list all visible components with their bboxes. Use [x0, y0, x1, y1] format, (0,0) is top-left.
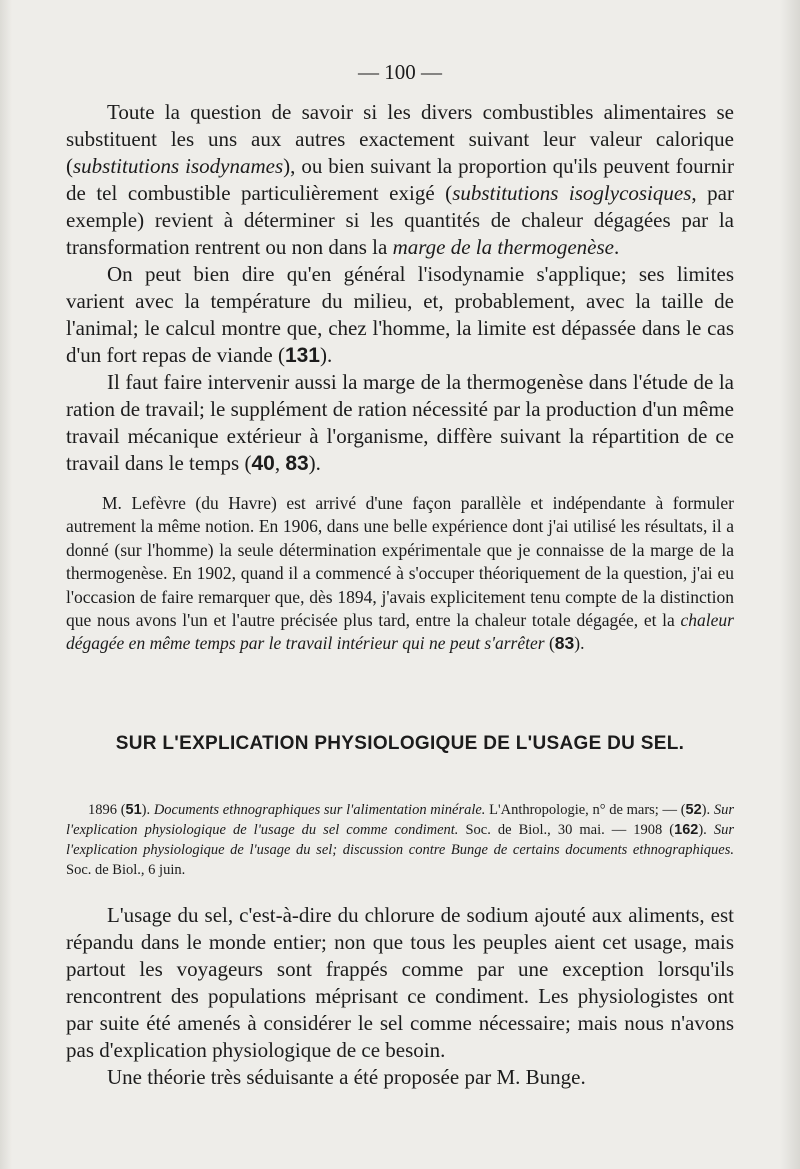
page-number: — 100 —	[358, 60, 442, 84]
bibliography-block	[66, 800, 734, 880]
paragraph-3: Il faut faire intervenir aussi la marge de la thermogenèse dans l'étude de la ration de travail; le supplément de ration nécessité par la production d'un même travail mécanique extérieur à l'organisme, diffère suivant la répartition de ce travail dans le temps (40, 83).	[66, 370, 734, 475]
note-block	[66, 492, 734, 656]
reference-83-note: 83	[554, 633, 575, 654]
reference-40: 40	[251, 452, 275, 475]
section-body-1	[66, 99, 734, 477]
bibliography: 1896 (51). Documents ethnographiques sur l'alimentation minérale. L'Anthropologie, n° de mars; — (52). Sur l'explication physiologique de l'usage du sel comme condiment. Soc. de Biol., 30 mai. — 1908 (162). Sur l'explication physiologique de l'usage du sel; discussion contre Bunge de certains documents ethnographiques. Soc. de Biol., 6 juin.	[66, 802, 734, 878]
paragraph-1: Toute la question de savoir si les divers combustibles alimentaires se substituent les uns aux autres exactement suivant leur valeur calorique (substitutions isodynames), ou bien suivant la proportion qu'ils peuvent fournir de tel combustible particulièrement exigé (substitutions isoglycosiques, par exemple) revient à déterminer si les quantités de chaleur dégagées par la transformation rentrent ou non dans la marge de la thermogenèse.	[66, 100, 734, 259]
section-body-2	[66, 902, 734, 1091]
paragraph-2: On peut bien dire qu'en général l'isodynamie s'applique; ses limites varient avec la température du milieu, et, probablement, avec la taille de l'animal; le calcul montre que, chez l'homme, la limite est dépassée dans le cas d'un fort repas de viande (131).	[66, 262, 734, 367]
reference-131: 131	[284, 344, 320, 367]
paragraph-salt-usage: L'usage du sel, c'est-à-dire du chlorure de sodium ajouté aux aliments, est répandu dans le monde entier; non que tous les peuples aient cet usage, mais partout les voyageurs sont frappés comme par une exception lorsqu'ils rencontrent des populations méprisant ce condiment. Les physiologistes ont par suite été amenés à considérer le sel comme nécessaire; mais nous n'avons pas d'explication physiologique de ce besoin.	[66, 903, 734, 1062]
section-heading: SUR L'EXPLICATION PHYSIOLOGIQUE DE L'USAGE DU SEL.	[115, 733, 685, 754]
reference-83: 83	[285, 452, 309, 475]
note-paragraph: M. Lefèvre (du Havre) est arrivé d'une façon parallèle et indépendante à formuler autrement la même notion. En 1906, dans une belle expérience dont j'ai utilisé les résultats, il a donné (sur l'homme) la seule détermination expérimentale que je connaisse de la marge de la thermogenèse. En 1902, quand il a commencé à s'occuper théoriquement de la question, j'ai eu l'occasion de faire remarquer que, dès 1894, j'avais explicitement tenu compte de la distinction que nous avons l'un et l'autre précisée plus tard, entre la chaleur totale dégagée, et la chaleur dégagée en même temps par le travail intérieur qui ne peut s'arrêter (83).	[66, 493, 734, 654]
paragraph-bunge-theory: Une théorie très séduisante a été proposée par M. Bunge.	[107, 1065, 586, 1089]
